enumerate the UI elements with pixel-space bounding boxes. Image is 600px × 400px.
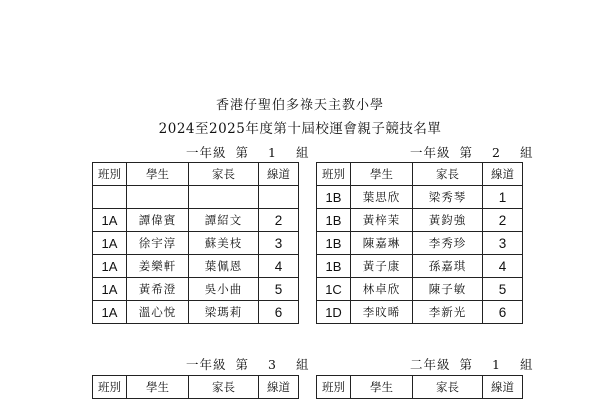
header-parent: 家長: [189, 163, 259, 186]
cell-class: 1A: [93, 255, 127, 278]
table-row: [317, 255, 523, 278]
group-label-g1-3: [186, 355, 309, 373]
header-student: 學生: [127, 163, 189, 186]
group-grade: 一年級: [186, 357, 227, 372]
group-number: 1: [492, 357, 501, 372]
cell-student: 溫心悅: [127, 301, 189, 324]
cell-student: 黃梓茉: [351, 209, 413, 232]
cell-parent: 譚紹文: [189, 209, 259, 232]
group-label-g1-1: [186, 143, 309, 161]
table-row: [317, 278, 523, 301]
cell-student: 徐宇淳: [127, 232, 189, 255]
cell-lane: 2: [483, 209, 523, 232]
header-lane: 線道: [483, 163, 523, 186]
header-class: 班別: [93, 376, 127, 399]
group-label-g2-1: [410, 355, 533, 373]
school-name: 香港仔聖伯多祿天主教小學: [215, 98, 384, 113]
list-title: 2024至2025年度第十屆校運會親子競技名單: [158, 121, 442, 137]
cell-class: 1B: [317, 209, 351, 232]
cell-student: 陳嘉琳: [351, 232, 413, 255]
cell-class: 1B: [317, 186, 351, 209]
cell-parent: 李秀珍: [413, 232, 483, 255]
cell-lane: 3: [259, 232, 299, 255]
group-word: 第: [459, 145, 474, 160]
group-word: 第: [459, 357, 474, 372]
cell-lane: 4: [483, 255, 523, 278]
table-row: [93, 209, 299, 232]
cell-lane: 5: [483, 278, 523, 301]
cell-parent: 李新光: [413, 301, 483, 324]
group-suffix: 組: [519, 145, 534, 160]
group-number: 2: [492, 145, 501, 160]
table-row: [317, 301, 523, 324]
header-parent: 家長: [413, 376, 483, 399]
cell-class: 1C: [317, 278, 351, 301]
cell-class: 1A: [93, 278, 127, 301]
cell-parent: 陳子敏: [413, 278, 483, 301]
cell-student: 譚偉賓: [127, 209, 189, 232]
cell-class: 1A: [93, 232, 127, 255]
table-row: [93, 301, 299, 324]
group-grade: 一年級: [410, 145, 451, 160]
header-class: 班別: [93, 163, 127, 186]
table-row: [317, 209, 523, 232]
table-row: [317, 186, 523, 209]
table-row: [93, 186, 299, 209]
cell-lane: [259, 186, 299, 209]
cell-class: 1D: [317, 301, 351, 324]
group-word: 第: [235, 357, 250, 372]
group-number: 3: [268, 357, 277, 372]
group-table-g1-1: [92, 162, 299, 324]
group-label-g1-2: [410, 143, 533, 161]
group-grade: 二年級: [410, 357, 451, 372]
header-student: 學生: [351, 376, 413, 399]
cell-lane: 3: [483, 232, 523, 255]
header-parent: 家長: [413, 163, 483, 186]
cell-lane: 2: [259, 209, 299, 232]
cell-student: [127, 186, 189, 209]
group-grade: 一年級: [186, 145, 227, 160]
cell-parent: 黃鈞強: [413, 209, 483, 232]
header-lane: 線道: [259, 163, 299, 186]
cell-parent: 蘇美枝: [189, 232, 259, 255]
cell-parent: [189, 186, 259, 209]
header-student: 學生: [351, 163, 413, 186]
group-table-g1-3: [92, 375, 299, 399]
group-number: 1: [268, 145, 277, 160]
cell-student: 葉思欣: [351, 186, 413, 209]
cell-class: 1A: [93, 209, 127, 232]
cell-lane: 6: [259, 301, 299, 324]
cell-student: 黃希澄: [127, 278, 189, 301]
header-student: 學生: [127, 376, 189, 399]
table-row: [93, 278, 299, 301]
table-header-row: [317, 163, 523, 186]
cell-class: 1B: [317, 232, 351, 255]
cell-parent: 梁秀琴: [413, 186, 483, 209]
cell-lane: 4: [259, 255, 299, 278]
cell-lane: 6: [483, 301, 523, 324]
cell-student: 姜樂軒: [127, 255, 189, 278]
header-lane: 線道: [483, 376, 523, 399]
table-header-row: [317, 376, 523, 399]
table-header-row: [93, 163, 299, 186]
cell-student: 李旼晞: [351, 301, 413, 324]
header-class: 班別: [317, 163, 351, 186]
group-suffix: 組: [295, 357, 310, 372]
cell-parent: 葉佩恩: [189, 255, 259, 278]
cell-parent: 孫嘉琪: [413, 255, 483, 278]
table-row: [317, 232, 523, 255]
cell-student: 林卓欣: [351, 278, 413, 301]
header-parent: 家長: [189, 376, 259, 399]
cell-lane: 1: [483, 186, 523, 209]
cell-class: 1B: [317, 255, 351, 278]
header-lane: 線道: [259, 376, 299, 399]
header-class: 班別: [317, 376, 351, 399]
cell-parent: 梁瑪莉: [189, 301, 259, 324]
cell-class: [93, 186, 127, 209]
cell-parent: 吳小曲: [189, 278, 259, 301]
group-table-g1-2: [316, 162, 523, 324]
cell-lane: 5: [259, 278, 299, 301]
group-suffix: 組: [295, 145, 310, 160]
group-table-g2-1: [316, 375, 523, 399]
group-word: 第: [235, 145, 250, 160]
cell-student: 黃子康: [351, 255, 413, 278]
table-header-row: [93, 376, 299, 399]
table-row: [93, 255, 299, 278]
table-row: [93, 232, 299, 255]
group-suffix: 組: [519, 357, 534, 372]
cell-class: 1A: [93, 301, 127, 324]
